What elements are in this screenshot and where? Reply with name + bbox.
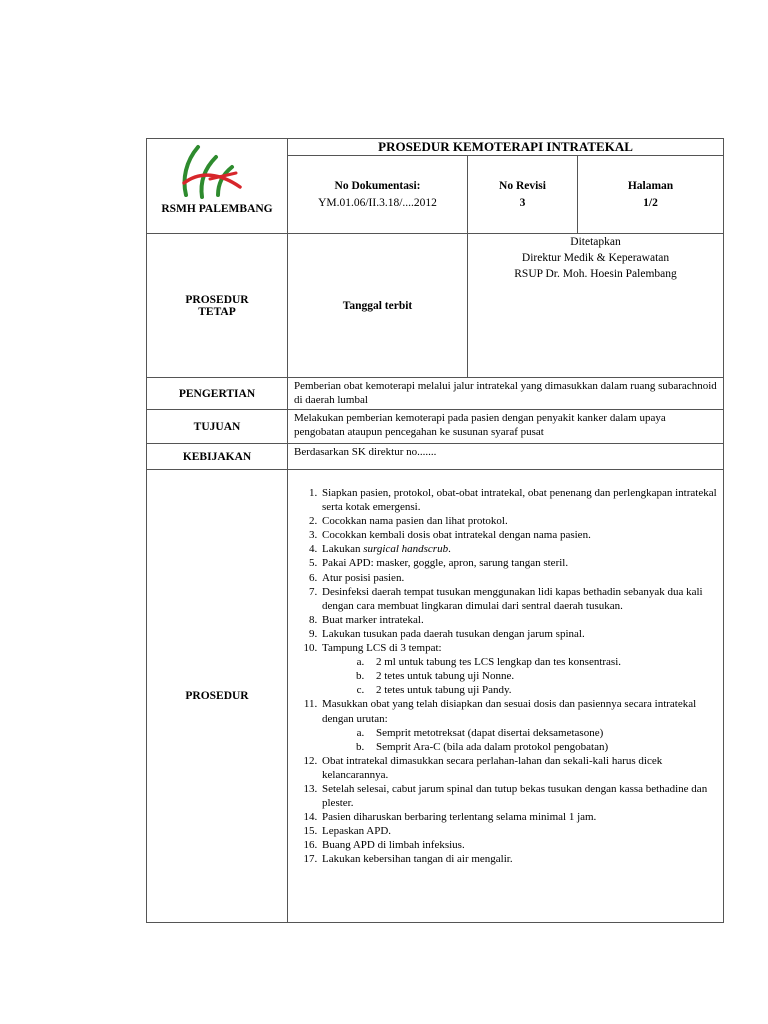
step-item xyxy=(320,641,723,697)
step-item: 9. Lakukan tusukan pada daerah tusukan dengan jarum spinal. xyxy=(320,627,723,641)
hospital-logo-icon xyxy=(180,143,244,201)
step-item xyxy=(320,542,723,556)
hospital-name: RSMH PALEMBANG xyxy=(161,203,273,215)
page-label: Halaman xyxy=(627,179,674,192)
page-value: 1/2 xyxy=(643,196,658,209)
sub-step-list xyxy=(322,655,723,697)
tujuan-text: Melakukan pemberian kemoterapi pada pasien dengan penyakit kanker dalam upaya pengobatan ataupun pencegahan ke susunan syaraf pusat xyxy=(288,410,724,444)
document-number-label: No Dokumentasi: xyxy=(334,179,421,192)
procedure-steps-cell xyxy=(288,470,724,923)
sop-label-cell xyxy=(147,234,288,378)
sub-step-item: b. Semprit Ara-C (bila ada dalam protokol pengobatan) xyxy=(367,740,723,754)
document-number-value: YM.01.06/II.3.18/....2012 xyxy=(318,196,437,209)
step-item: 14. Pasien diharuskan berbaring terlentang selama minimal 1 jam. xyxy=(320,810,723,824)
step-item xyxy=(320,697,723,753)
sub-step-list xyxy=(322,726,723,754)
step-item: 5. Pakai APD: masker, goggle, apron, sarung tangan steril. xyxy=(320,556,723,570)
sub-step-item: a. Semprit metotreksat (dapat disertai deksametasone) xyxy=(367,726,723,740)
step-text: Masukkan obat yang telah disiapkan dan sesuai dosis dan pasiennya secara intratekal dengan urutan: xyxy=(322,698,697,725)
step-item: 12. Obat intratekal dimasukkan secara perlahan-lahan dan sekali-kali harus dicek kelancarannya. xyxy=(320,754,723,782)
step-text: . xyxy=(448,543,451,556)
sub-step-item: b. 2 tetes untuk tabung uji Nonne. xyxy=(367,669,723,683)
step-item: 6. Atur posisi pasien. xyxy=(320,571,723,585)
approval-line3: RSUP Dr. Moh. Hoesin Palembang xyxy=(514,268,677,280)
revision-label: No Revisi xyxy=(499,179,546,192)
sub-step-item: c. 2 tetes untuk tabung uji Pandy. xyxy=(367,683,723,697)
revision-value: 3 xyxy=(519,196,526,209)
sop-label-line1: PROSEDUR xyxy=(185,293,249,306)
kebijakan-text: Berdasarkan SK direktur no....... xyxy=(288,444,724,470)
step-item: 17. Lakukan kebersihan tangan di air mengalir. xyxy=(320,852,723,866)
page-number-cell xyxy=(578,156,724,234)
tujuan-label: TUJUAN xyxy=(147,410,288,444)
issue-date-label: Tanggal terbit xyxy=(288,234,468,378)
step-text: Tampung LCS di 3 tempat: xyxy=(322,642,442,655)
approval-line1: Ditetapkan xyxy=(570,236,621,248)
procedure-steps-list xyxy=(288,486,723,867)
hospital-logo-cell xyxy=(147,139,288,234)
pengertian-label: PENGERTIAN xyxy=(147,378,288,410)
document-number-cell xyxy=(288,156,468,234)
step-item: 13. Setelah selesai, cabut jarum spinal dan tutup bekas tusukan dengan kassa bethadine dan plester. xyxy=(320,782,723,810)
approval-cell xyxy=(468,234,724,378)
sop-document-table xyxy=(146,138,724,923)
document-title: PROSEDUR KEMOTERAPI INTRATEKAL xyxy=(288,139,724,156)
pengertian-text: Pemberian obat kemoterapi melalui jalur intratekal yang dimasukkan dalam ruang subarachnoid di daerah lumbal xyxy=(288,378,724,410)
revision-cell xyxy=(468,156,578,234)
kebijakan-label: KEBIJAKAN xyxy=(147,444,288,470)
approval-line2: Direktur Medik & Keperawatan xyxy=(521,252,670,264)
step-item: 3. Cocokkan kembali dosis obat intratekal dengan nama pasien. xyxy=(320,528,723,542)
sop-label-line2: TETAP xyxy=(198,305,236,318)
step-item: 8. Buat marker intratekal. xyxy=(320,613,723,627)
prosedur-label: PROSEDUR xyxy=(147,470,288,923)
step-item: 7. Desinfeksi daerah tempat tusukan menggunakan lidi kapas bethadin sebanyak dua kali dengan cara membuat lingkaran dimulai dari sentral daerah tusukan. xyxy=(320,585,723,613)
sub-step-item: a. 2 ml untuk tabung tes LCS lengkap dan tes konsentrasi. xyxy=(367,655,723,669)
step-italic-term: surgical handscrub xyxy=(363,543,449,556)
step-item: 15. Lepaskan APD. xyxy=(320,824,723,838)
step-item: 2. Cocokkan nama pasien dan lihat protokol. xyxy=(320,514,723,528)
step-item: 16. Buang APD di limbah infeksius. xyxy=(320,838,723,852)
step-item: 1. Siapkan pasien, protokol, obat-obat intratekal, obat penenang dan perlengkapan intratekal serta kotak emergensi. xyxy=(320,486,723,514)
step-text: Lakukan xyxy=(322,543,364,556)
